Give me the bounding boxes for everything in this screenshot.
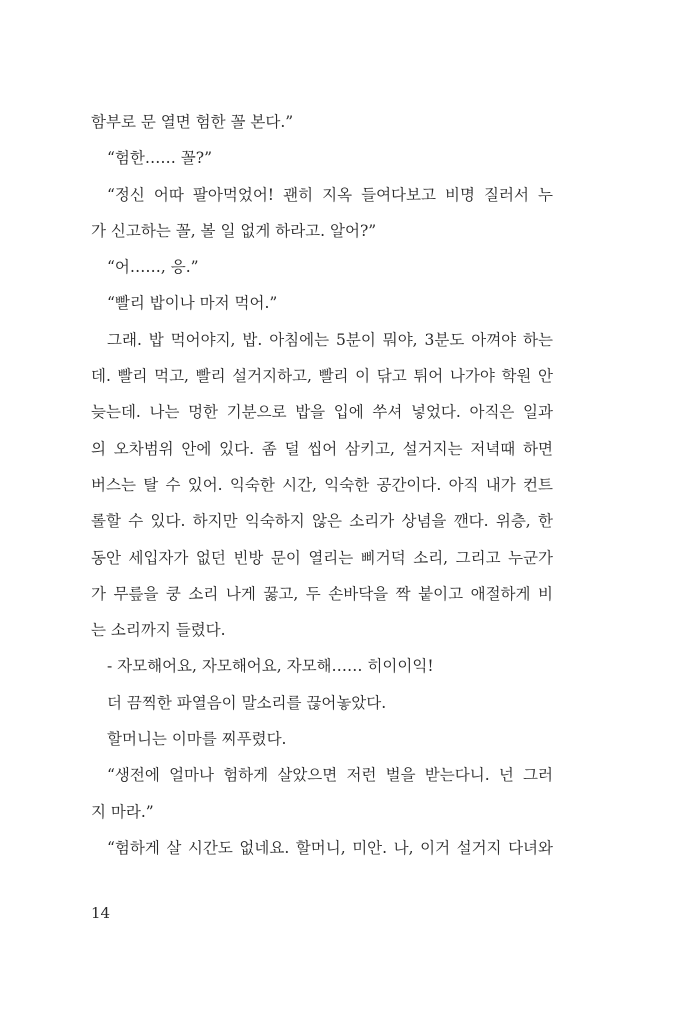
text-line: “정신 어따 팔아먹었어! 괜히 지옥 들여다보고 비명 질러서 누 bbox=[107, 185, 553, 204]
page-body bbox=[91, 104, 553, 866]
text-line: 할머니는 이마를 찌푸렸다. bbox=[107, 730, 287, 749]
text-line: 동안 세입자가 없던 빈방 문이 열리는 삐거덕 소리, 그리고 누군가 bbox=[91, 548, 553, 567]
text-line: “생전에 얼마나 험하게 살았으면 저런 벌을 받는다니. 넌 그러 bbox=[107, 766, 553, 785]
text-line: 버스는 탈 수 있어. 익숙한 시간, 익숙한 공간이다. 아직 내가 컨트 bbox=[91, 475, 553, 494]
text-line: “빨리 밥이나 마저 먹어.” bbox=[107, 294, 278, 313]
text-line: “험하게 살 시간도 없네요. 할머니, 미안. 나, 이거 설거지 다녀와 bbox=[107, 838, 553, 857]
text-line: 더 끔찍한 파열음이 말소리를 끊어놓았다. bbox=[107, 693, 387, 712]
text-line: 는 소리까지 들렸다. bbox=[91, 621, 226, 640]
text-line: 지 마라.” bbox=[91, 802, 154, 821]
text-line: 의 오차범위 안에 있다. 좀 덜 씹어 삼키고, 설거지는 저녁때 하면 bbox=[91, 439, 553, 458]
text-line: 가 신고하는 꼴, 볼 일 없게 하라고. 알어?” bbox=[91, 221, 377, 240]
text-line: “험한…… 꼴?” bbox=[107, 149, 213, 168]
text-line: 그래. 밥 먹어야지, 밥. 아침에는 5분이 뭐야, 3분도 아껴야 하는 bbox=[107, 330, 553, 349]
text-line: - 자모해어요, 자모해어요, 자모해…… 히이이익! bbox=[107, 657, 434, 676]
text-line: 늦는데. 나는 멍한 기분으로 밥을 입에 쑤셔 넣었다. 아직은 일과 bbox=[91, 403, 553, 422]
text-line: 가 무릎을 쿵 소리 나게 꿇고, 두 손바닥을 짝 붙이고 애절하게 비 bbox=[91, 584, 553, 603]
text-line: 데. 빨리 먹고, 빨리 설거지하고, 빨리 이 닦고 튀어 나가야 학원 안 bbox=[91, 367, 553, 386]
text-line: 함부로 문 열면 험한 꼴 본다.” bbox=[91, 113, 294, 131]
text-line: “어……, 응.” bbox=[107, 258, 199, 277]
page-number: 14 bbox=[91, 904, 111, 922]
text-line: 롤할 수 있다. 하지만 익숙하지 않은 소리가 상념을 깬다. 위층, 한 bbox=[91, 512, 553, 531]
